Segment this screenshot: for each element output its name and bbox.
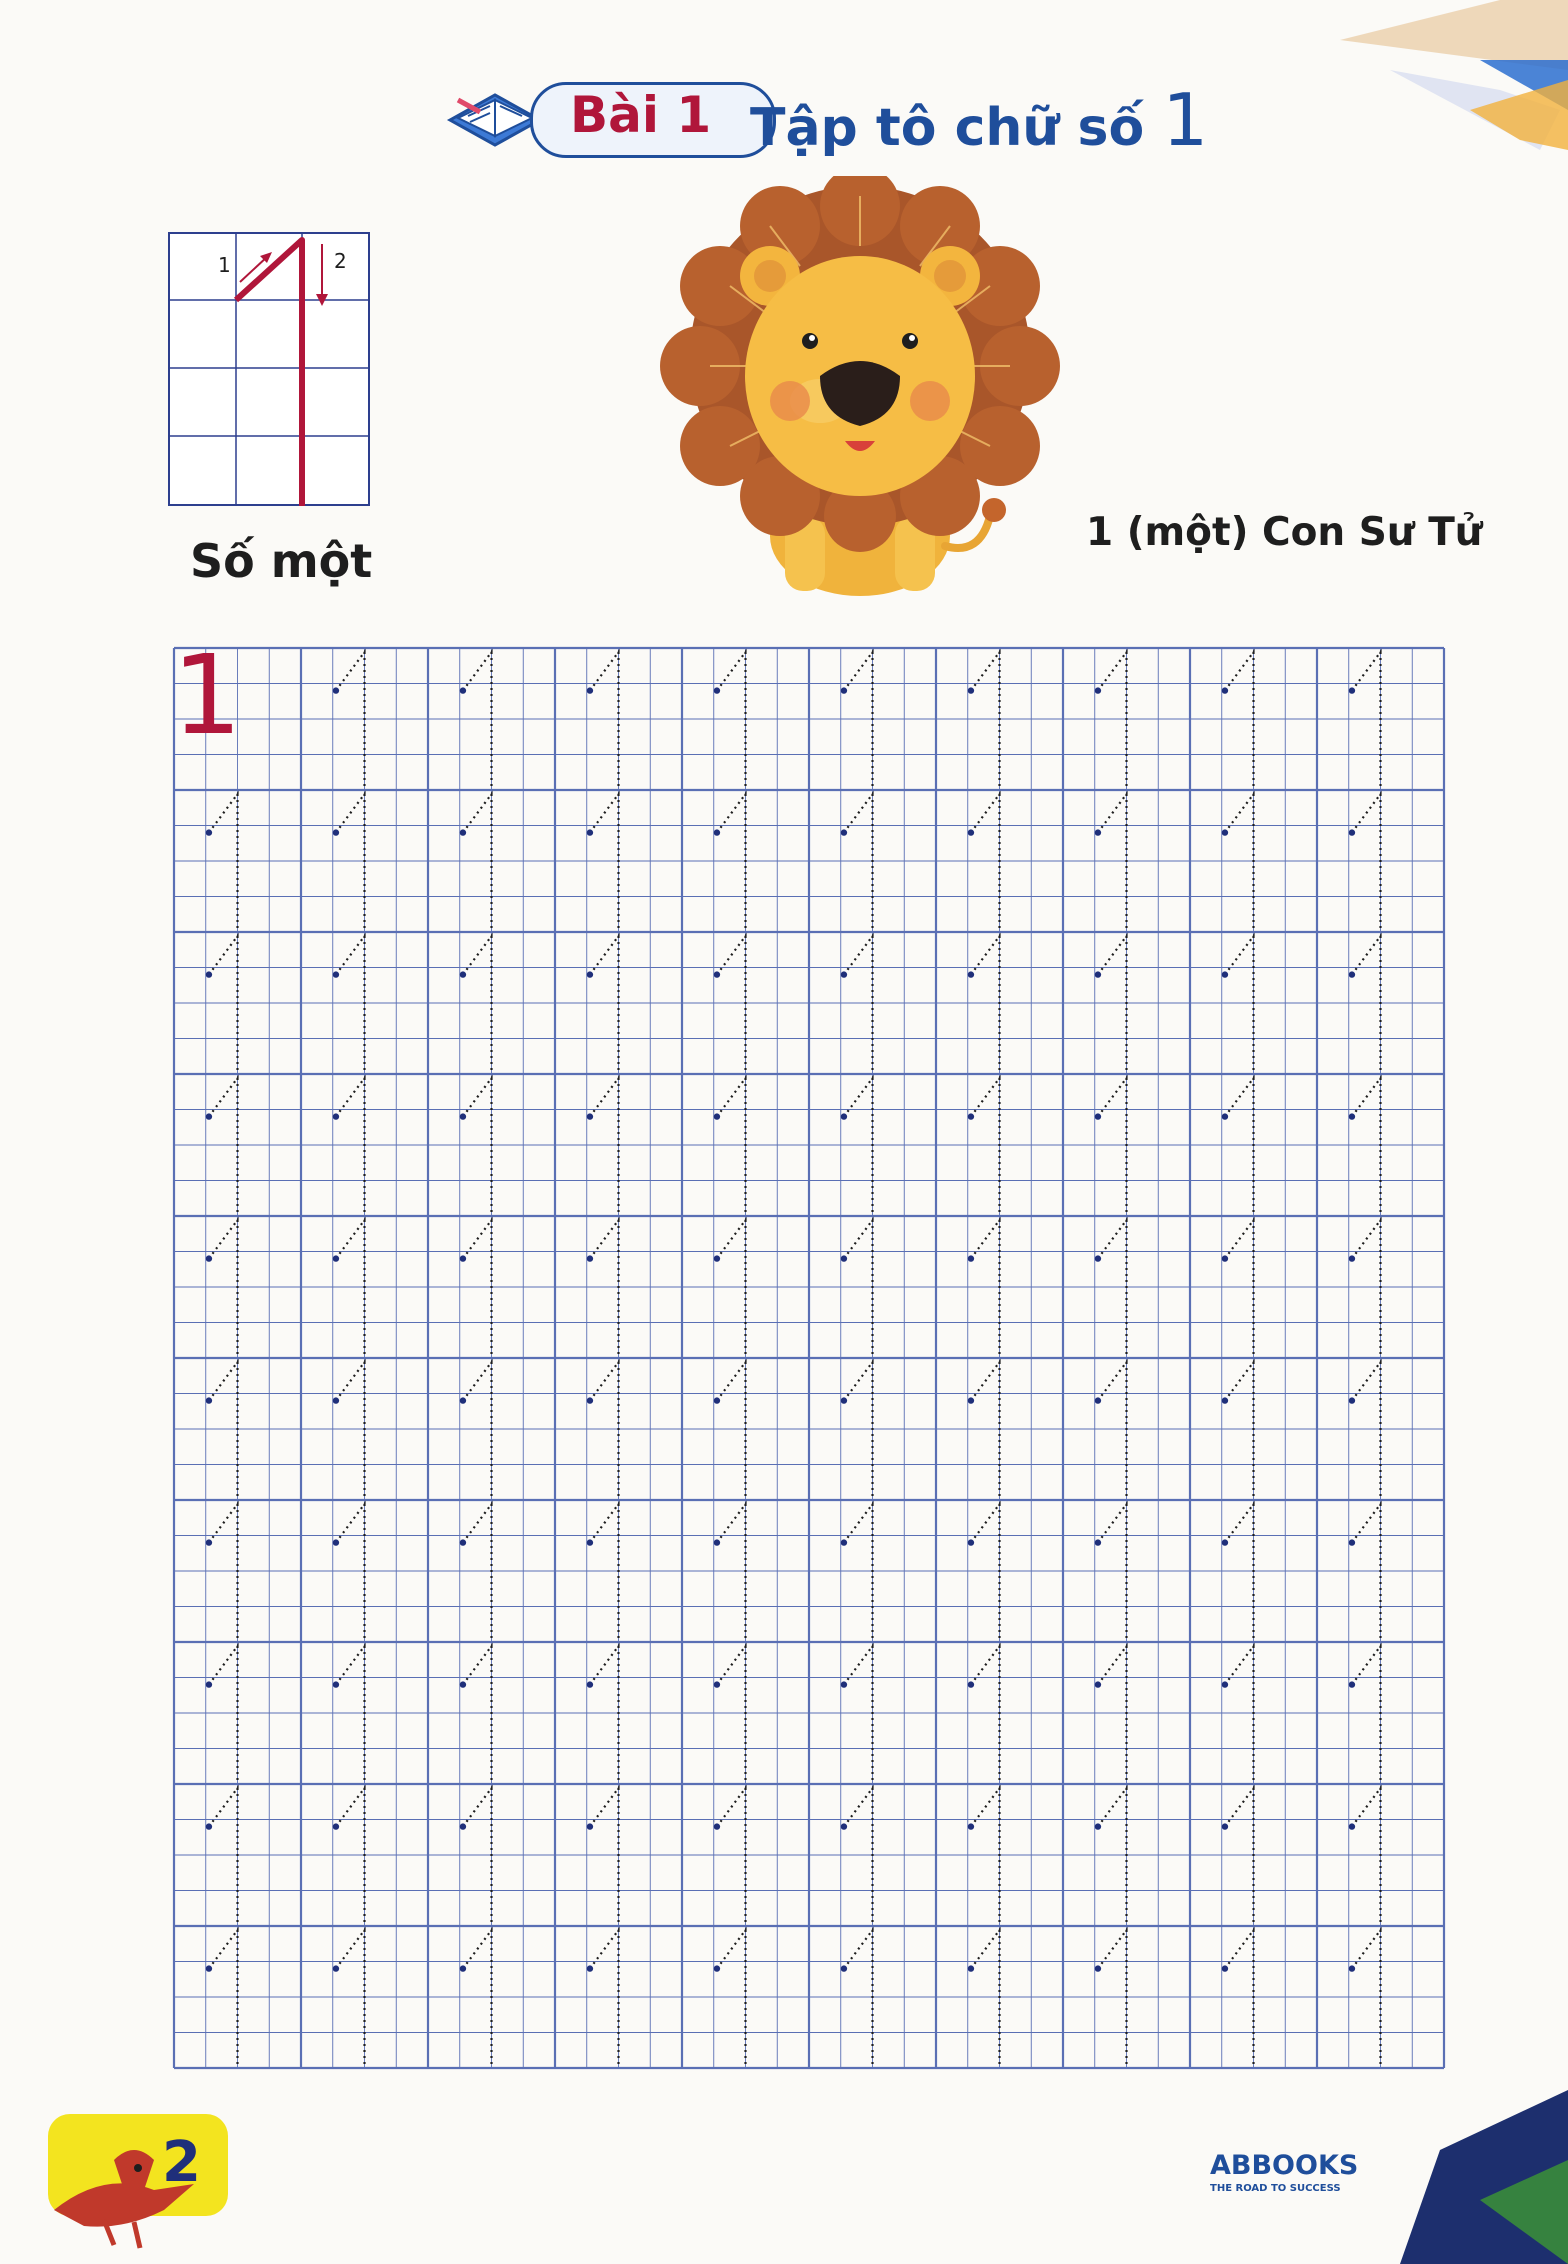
title-digit: 1 — [1162, 78, 1209, 162]
title-text: Tập tô chữ số — [750, 98, 1145, 158]
stroke-2-number: 2 — [334, 249, 347, 273]
page-number: 2 — [162, 2130, 201, 2195]
illustration-caption: 1 (một) Con Sư Tử — [1086, 510, 1483, 555]
stroke-1-number: 1 — [218, 253, 231, 277]
practice-grid — [160, 628, 1460, 2098]
dinosaur-page-badge — [44, 2100, 240, 2250]
lesson-header — [440, 70, 1209, 180]
page-title — [750, 78, 1208, 162]
brand-tagline: THE ROAD TO SUCCESS — [1210, 2183, 1341, 2194]
brand-name: ABBOOKS — [1210, 2150, 1359, 2181]
model-digit-one: 1 — [172, 631, 242, 759]
lesson-label: Bài 1 — [570, 86, 712, 144]
digit-stroke-guide — [168, 232, 370, 506]
publisher-brand — [1210, 2150, 1358, 2194]
guide-caption: Số một — [190, 534, 373, 588]
lion-illustration — [660, 176, 1080, 596]
